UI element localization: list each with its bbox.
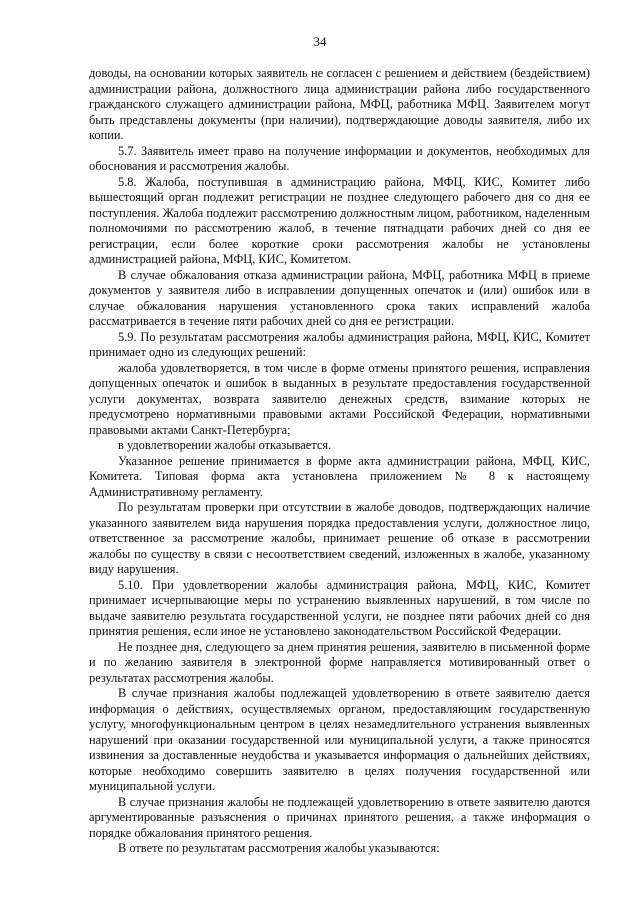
paragraph-complaint-rejected: в удовлетворении жалобы отказывается. — [118, 438, 332, 452]
paragraph-5-8: 5.8. Жалоба, поступившая в администрацию района, МФЦ, КИС, Комитет либо вышестоящий орган подлежит регистрации не позднее следующего рабочего дня со дня ее поступления. Жалоба подлежит рассмотрению должностным лицом, работником, наделенным полномочиями по рассмотрению жалоб, в течение пятнадцати рабочих дней со дня ее регистрации, если более короткие сроки рассмотрения жалобы не установлены администрацией района, МФЦ, КИС, Комитетом. — [89, 174, 590, 266]
paragraph-refusal-appeal: В случае обжалования отказа администрации района, МФЦ, работника МФЦ в приеме документов у заявителя либо в исправлении допущенных опечаток и (или) ошибок или в случае обжалования нарушения установленного срока таких исправлений жалоба рассматривается в течение пяти рабочих дней со дня ее регистрации. — [89, 267, 590, 328]
paragraph-rejection-info: В случае признания жалобы не подлежащей удовлетворению в ответе заявителю даются аргументированные разъяснения о причинах принятого решения, а также информация о порядке обжалования принятого решения. — [89, 794, 590, 840]
paragraph-satisfaction-info: В случае признания жалобы подлежащей удовлетворению в ответе заявителю дается информация о действиях, осуществляемых органом, предоставляющим государственную услугу, многофункциональным центром в целях незамедлительного устранения выявленных нарушений при оказании государственной или муниципальной услуги, а также приносятся извинения за доставленные неудобства и указывается информация о дальнейших действиях, которые необходимо совершить заявителю в целях получения государственной или муниципальной услуги. — [89, 686, 590, 793]
paragraph-5-7: 5.7. Заявитель имеет право на получение информации и документов, необходимых для обоснования и рассмотрения жалобы. — [89, 143, 590, 173]
page-number: 34 — [313, 34, 327, 49]
paragraph-5-10: 5.10. При удовлетворении жалобы администрация района, МФЦ, КИС, Комитет принимает исчерпывающие меры по устранению выявленных нарушений, в том числе по выдаче заявителю результата государственной услуги, не позднее пяти рабочих дней со дня принятия решения, если иное не установлено законодательством Российской Федерации. — [89, 577, 590, 638]
paragraph-act-form: Указанное решение принимается в форме акта администрации района, МФЦ, КИС, Комитета. Типовая форма акта установлена приложением № 8 к настоящему Административному регламенту. — [89, 453, 590, 499]
paragraph-5-9: 5.9. По результатам рассмотрения жалобы администрация района, МФЦ, КИС, Комитет принимает одно из следующих решений: — [89, 329, 590, 359]
paragraph-reasoned-response: Не позднее дня, следующего за днем принятия решения, заявителю в письменной форме и по желанию заявителя в электронной форме направляется мотивированный ответ о результатах рассмотрения жалобы. — [89, 639, 590, 685]
paragraph-continuation: доводы, на основании которых заявитель не согласен с решением и действием (бездействием) администрации района, должностного лица администрации района либо государственного гражданского служащего администрации района, МФЦ, работника МФЦ. Заявителем могут быть представлены документы (при наличии), подтверждающие доводы заявителя, либо их копии. — [89, 66, 590, 142]
paragraph-complaint-satisfied: жалоба удовлетворяется, в том числе в форме отмены принятого решения, исправления допущенных опечаток и ошибок в выданных в результате предоставления государственной услуги документах, возврата заявителю денежных средств, взимание которых не предусмотрено нормативными правовыми актами Российской Федерации, нормативными правовыми актами Санкт-Петербурга; — [89, 360, 590, 437]
paragraph-verification-results: По результатам проверки при отсутствии в жалобе доводов, подтверждающих наличие указанного заявителем вида нарушения порядка предоставления услуги, должностное лицо, ответственное за рассмотрение жалобы, принимает решение об отказе в рассмотрении жалобы по существу в связи с несоответствием сведений, изложенных в жалобе, указанному виду нарушения. — [89, 500, 590, 576]
document-body — [89, 66, 590, 857]
paragraph-response-contents: В ответе по результатам рассмотрения жалобы указываются: — [118, 841, 440, 855]
